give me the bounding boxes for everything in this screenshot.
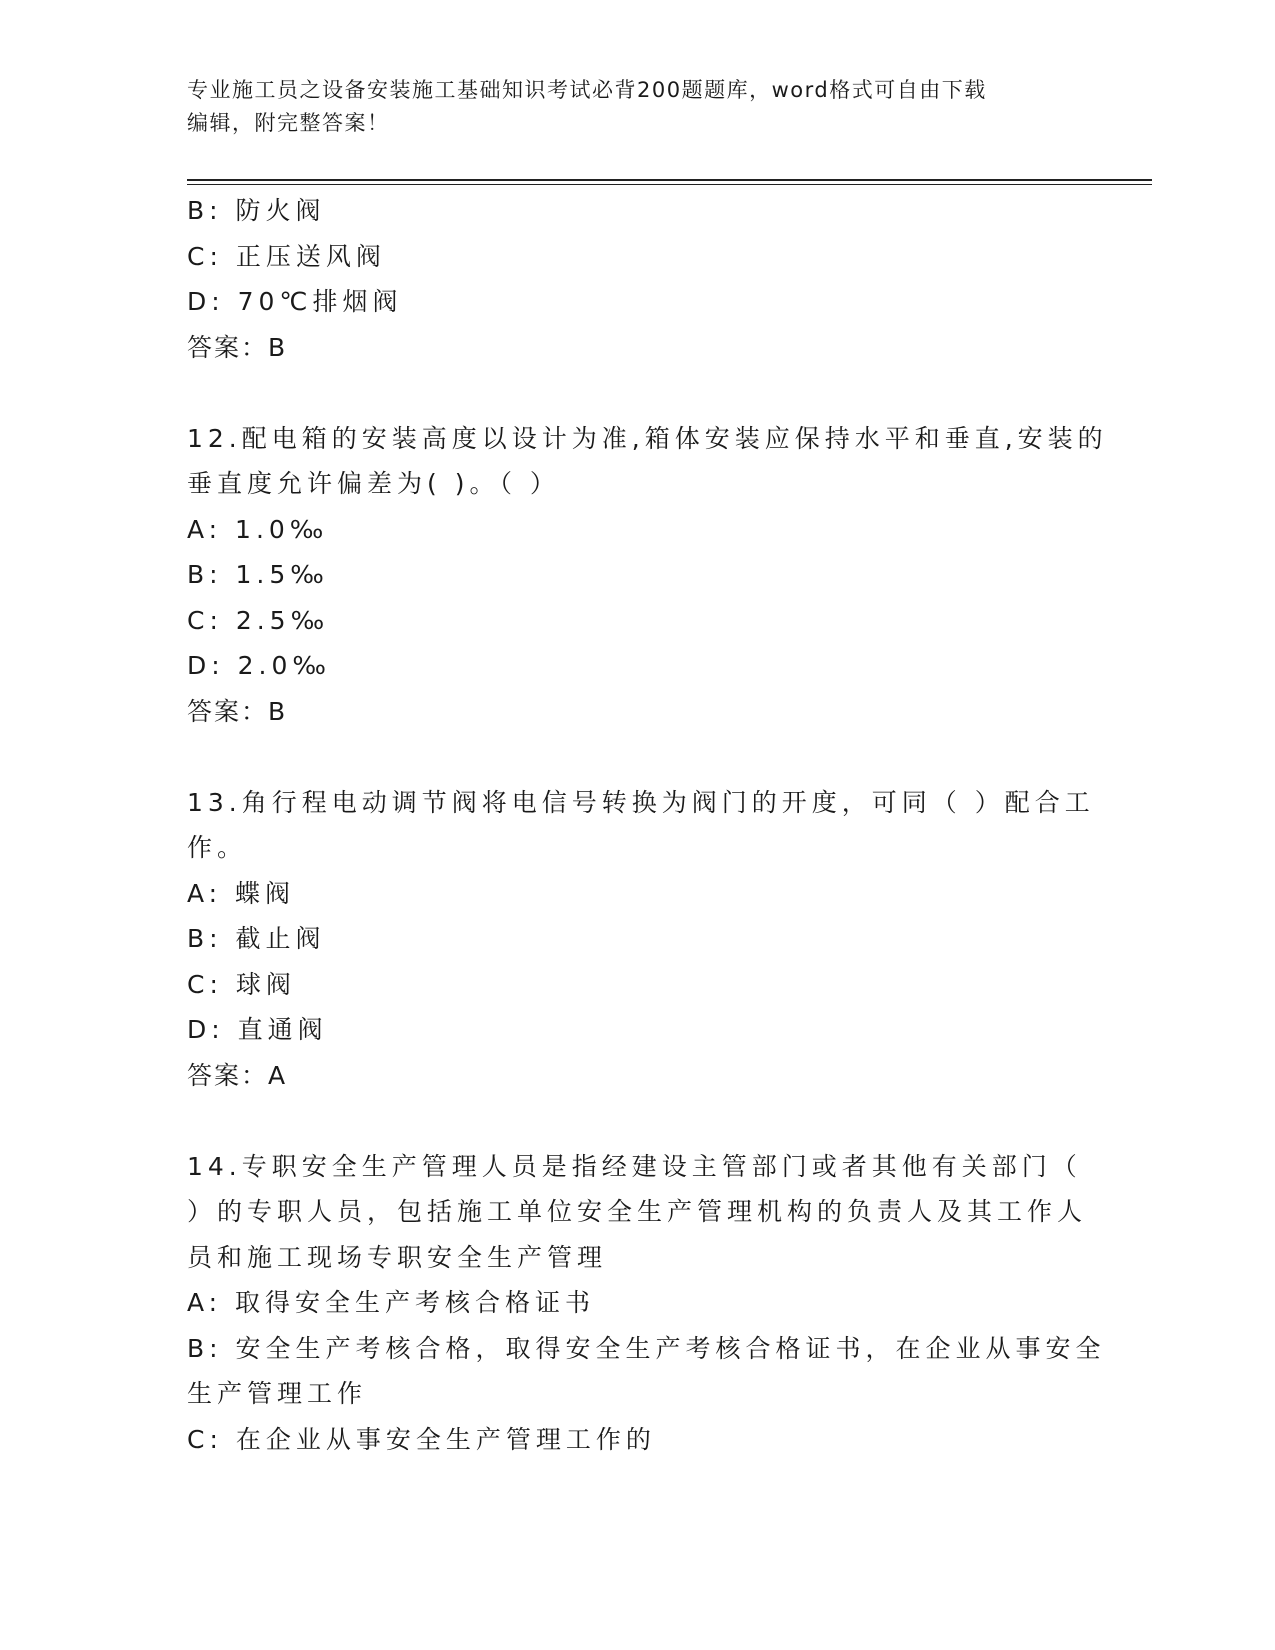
q12-option-d: D: 2.0‰ [187, 651, 331, 680]
q12-stem-line-2: 垂直度允许偏差为( )。（ ） [187, 469, 560, 498]
q11-option-c: C: 正压送风阀 [187, 241, 386, 271]
q13-option-c: C: 球阀 [187, 969, 296, 999]
q14-stem-line-3: 员和施工现场专职安全生产管理 [187, 1242, 608, 1272]
q12-option-c: C: 2.5‰ [187, 605, 330, 635]
q13-option-b: B: 截止阀 [187, 924, 326, 953]
q12-answer: 答案：B [187, 696, 288, 726]
page-header [187, 74, 1067, 140]
question-content [187, 188, 1108, 1462]
q13-stem-line-2: 作。 [187, 833, 248, 862]
q13-answer: 答案：A [187, 1060, 288, 1090]
header-line-2: 编辑，附完整答案！ [187, 111, 390, 135]
q13-option-d: D: 直通阀 [187, 1015, 328, 1044]
q12-option-a: A: 1.0‰ [187, 514, 329, 544]
spacer [187, 734, 1087, 780]
q14-option-a: A: 取得安全生产考核合格证书 [187, 1288, 596, 1317]
spacer [187, 1098, 1087, 1144]
header-divider-thin [187, 184, 1152, 185]
q12-option-b: B: 1.5‰ [187, 560, 329, 589]
q14-stem-line-2: ）的专职人员，包括施工单位安全生产管理机构的负责人及其工作人 [187, 1197, 1088, 1226]
q11-answer: 答案：B [187, 332, 288, 362]
q13-stem-line-1: 13.角行程电动调节阀将电信号转换为阀门的开度，可同（ ）配合工 [187, 787, 1095, 817]
header-divider-thick [187, 179, 1152, 181]
q14-option-c: C: 在企业从事安全生产管理工作的 [187, 1424, 656, 1454]
q11-option-d: D: 70℃排烟阀 [187, 287, 403, 316]
q12-stem-line-1: 12.配电箱的安装高度以设计为准,箱体安装应保持水平和垂直,安装的 [187, 423, 1108, 453]
q11-option-b: B: 防火阀 [187, 196, 326, 225]
spacer [187, 370, 1087, 416]
q14-option-b-line-1: B: 安全生产考核合格，取得安全生产考核合格证书，在企业从事安全 [187, 1333, 1106, 1363]
header-line-1: 专业施工员之设备安装施工基础知识考试必背200题题库，word格式可自由下载 [187, 78, 987, 102]
q13-option-a: A: 蝶阀 [187, 878, 296, 908]
q14-option-b-line-2: 生产管理工作 [187, 1379, 368, 1408]
q14-stem-line-1: 14.专职安全生产管理人员是指经建设主管部门或者其他有关部门（ [187, 1151, 1082, 1181]
